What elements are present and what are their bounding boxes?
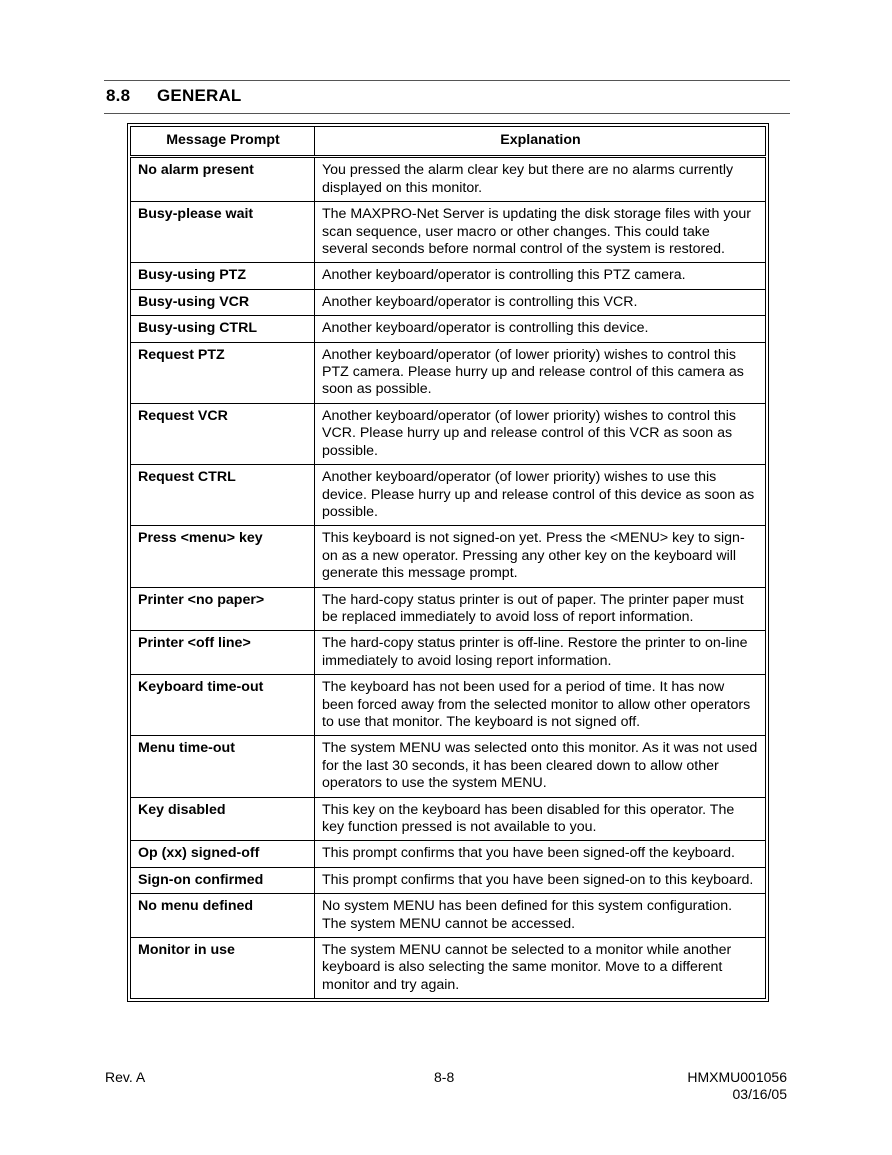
message-prompt-cell: Request PTZ (131, 342, 315, 403)
header-message-prompt: Message Prompt (131, 127, 315, 157)
explanation-cell: Another keyboard/operator (of lower priority) wishes to control this PTZ camera. Please hurry up and release control of this camera as soon as possible. (315, 342, 766, 403)
message-table (130, 126, 766, 999)
explanation-cell: Another keyboard/operator is controlling this device. (315, 316, 766, 342)
message-prompt-cell: Printer <off line> (131, 631, 315, 675)
explanation-cell: The hard-copy status printer is off-line. Restore the printer to on-line immediately to avoid losing report information. (315, 631, 766, 675)
table-row (131, 587, 766, 631)
explanation-cell: No system MENU has been defined for this system configuration. The system MENU cannot be accessed. (315, 894, 766, 938)
section-rule-top (104, 80, 790, 81)
explanation-cell: Another keyboard/operator is controlling this VCR. (315, 289, 766, 315)
footer-date: 03/16/05 (732, 1086, 787, 1102)
explanation-cell: This keyboard is not signed-on yet. Press the <MENU> key to sign-on as a new operator. Pressing any other key on the keyboard will generate this message prompt. (315, 526, 766, 587)
table-row (131, 342, 766, 403)
explanation-cell: The hard-copy status printer is out of paper. The printer paper must be replaced immediately to avoid loss of report information. (315, 587, 766, 631)
header-explanation: Explanation (315, 127, 766, 157)
explanation-cell: This key on the keyboard has been disabled for this operator. The key function pressed is not available to you. (315, 797, 766, 841)
explanation-cell: You pressed the alarm clear key but there are no alarms currently displayed on this monitor. (315, 157, 766, 202)
message-prompt-cell: Keyboard time-out (131, 675, 315, 736)
table-row (131, 289, 766, 315)
message-prompt-cell: Printer <no paper> (131, 587, 315, 631)
message-prompt-cell: Sign-on confirmed (131, 867, 315, 893)
message-prompt-cell: Request CTRL (131, 465, 315, 526)
footer-revision: Rev. A (105, 1069, 146, 1085)
message-prompt-cell: Monitor in use (131, 938, 315, 999)
message-prompt-cell: No menu defined (131, 894, 315, 938)
table-row (131, 894, 766, 938)
explanation-cell: Another keyboard/operator (of lower priority) wishes to use this device. Please hurry up and release control of this device as soon as possible. (315, 465, 766, 526)
message-prompt-cell: Busy-please wait (131, 202, 315, 263)
footer-doc-id: HMXMU001056 (687, 1069, 787, 1085)
table-row (131, 403, 766, 464)
message-prompt-cell: Busy-using CTRL (131, 316, 315, 342)
section-rule-bottom (104, 113, 790, 114)
table-row (131, 202, 766, 263)
explanation-cell: This prompt confirms that you have been signed-off the keyboard. (315, 841, 766, 867)
message-prompt-cell: Op (xx) signed-off (131, 841, 315, 867)
table-row (131, 841, 766, 867)
message-prompt-cell: No alarm present (131, 157, 315, 202)
section-heading (106, 86, 242, 106)
message-prompt-table (127, 123, 769, 1002)
explanation-cell: The system MENU was selected onto this monitor. As it was not used for the last 30 seconds, it has been cleared down to allow other operators to use the system MENU. (315, 736, 766, 797)
table-row (131, 938, 766, 999)
footer-page-number: 8-8 (434, 1069, 455, 1085)
table-row (131, 631, 766, 675)
message-prompt-cell: Press <menu> key (131, 526, 315, 587)
table-row (131, 675, 766, 736)
table-header-row (131, 127, 766, 157)
explanation-cell: Another keyboard/operator is controlling this PTZ camera. (315, 263, 766, 289)
section-title: GENERAL (157, 86, 242, 105)
message-prompt-cell: Key disabled (131, 797, 315, 841)
message-prompt-cell: Busy-using VCR (131, 289, 315, 315)
table-row (131, 797, 766, 841)
message-prompt-cell: Request VCR (131, 403, 315, 464)
explanation-cell: Another keyboard/operator (of lower priority) wishes to control this VCR. Please hurry up and release control of this VCR as soon as possible. (315, 403, 766, 464)
table-row (131, 736, 766, 797)
table-row (131, 263, 766, 289)
table-row (131, 526, 766, 587)
message-prompt-cell: Menu time-out (131, 736, 315, 797)
table-row (131, 465, 766, 526)
message-prompt-cell: Busy-using PTZ (131, 263, 315, 289)
table-row (131, 316, 766, 342)
explanation-cell: This prompt confirms that you have been signed-on to this keyboard. (315, 867, 766, 893)
explanation-cell: The MAXPRO-Net Server is updating the disk storage files with your scan sequence, user macro or other changes. This could take several seconds before normal control of the system is restored. (315, 202, 766, 263)
explanation-cell: The keyboard has not been used for a period of time. It has now been forced away from the selected monitor to allow other operators to use that monitor. The keyboard is not signed off. (315, 675, 766, 736)
footer-doc-info (687, 1069, 787, 1103)
explanation-cell: The system MENU cannot be selected to a monitor while another keyboard is also selecting the same monitor. Move to a different monitor and try again. (315, 938, 766, 999)
table-row (131, 867, 766, 893)
table-row (131, 157, 766, 202)
section-number: 8.8 (106, 86, 131, 105)
table-body (131, 157, 766, 999)
